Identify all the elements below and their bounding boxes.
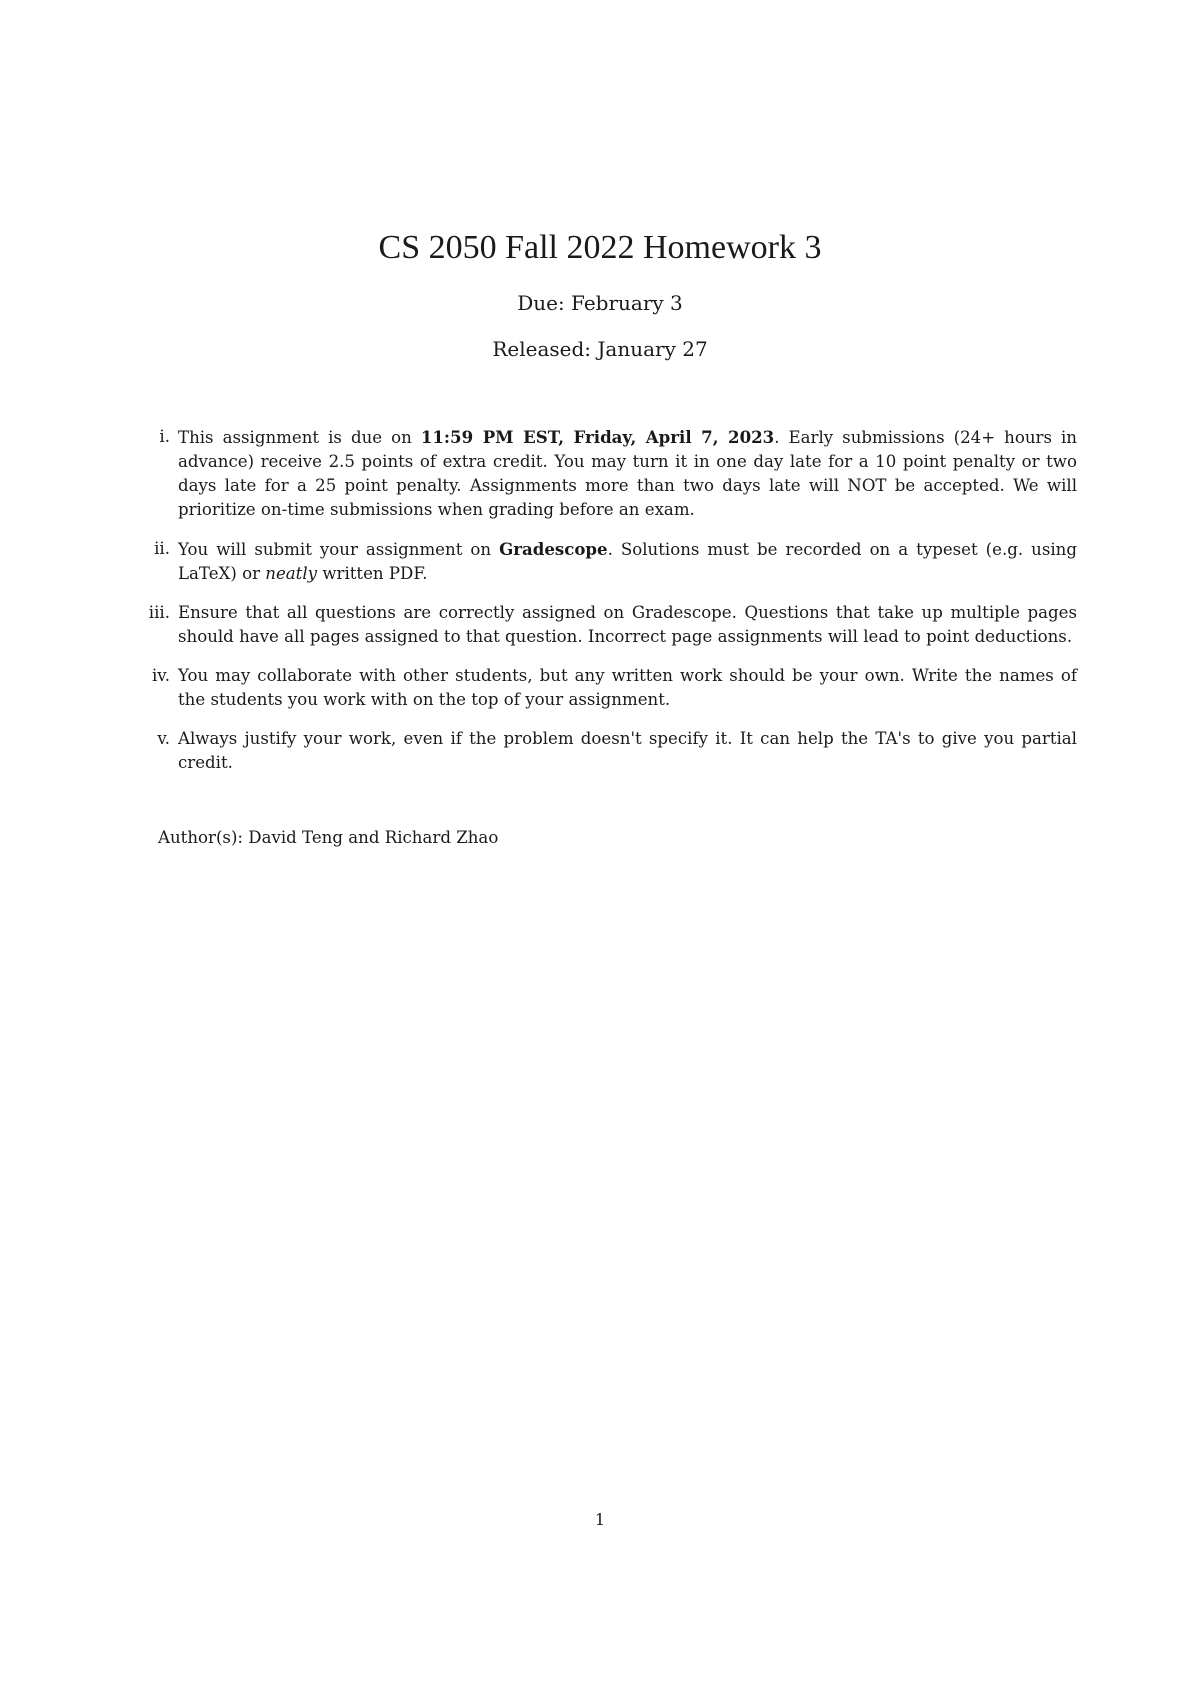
author-line: Author(s): David Teng and Richard Zhao: [158, 828, 499, 847]
instruction-fragment: . Early submissions (24+ hours in advance) receive 2.5 points of extra credit. You may turn it in one day late for a 10 point penalty or two days late for a 25 point penalty. Assignments more than two days late will NOT be accepted. We will prioritize on-time submissions when grading before an exam.: [178, 428, 1077, 519]
title-block: [0, 228, 1200, 362]
instruction-number: iv.: [152, 666, 170, 685]
instructions-list: [140, 425, 1077, 790]
instruction-emphasis: Gradescope: [499, 539, 608, 559]
page-number: 1: [594, 1510, 606, 1529]
instruction-item: [140, 601, 1077, 649]
instruction-item: [140, 727, 1077, 775]
page-title: CS 2050 Fall 2022 Homework 3: [378, 229, 822, 266]
instruction-fragment: You will submit your assignment on: [178, 540, 500, 559]
instruction-emphasis: 11:59 PM EST, Friday, April 7, 2023: [420, 427, 775, 447]
instruction-item: [140, 664, 1077, 712]
instruction-fragment: Always justify your work, even if the problem doesn't specify it. It can help the TA's to give you partial credit.: [178, 729, 1077, 772]
instruction-fragment: Ensure that all questions are correctly assigned on Gradescope. Questions that take up multiple pages should have all pages assigned to that question. Incorrect page assignments will lead to point deductions.: [178, 603, 1077, 646]
instruction-number: ii.: [154, 539, 170, 558]
instruction-text: [178, 666, 1077, 709]
instruction-fragment: written PDF.: [317, 564, 428, 583]
instruction-fragment: This assignment is due on: [178, 428, 421, 447]
instruction-text: [178, 428, 1077, 519]
instruction-fragment: . Solutions must be recorded on a typeset (e.g. using LaTeX) or: [178, 540, 1077, 583]
due-date: Due: February 3: [517, 291, 683, 315]
instruction-item: [140, 537, 1077, 586]
release-date: Released: January 27: [492, 337, 708, 361]
instruction-italic: neatly: [265, 564, 318, 583]
instruction-text: [178, 540, 1077, 583]
instruction-number: iii.: [148, 603, 170, 622]
instruction-item: [140, 425, 1077, 522]
instruction-text: [178, 603, 1077, 646]
instruction-number: v.: [157, 729, 170, 748]
instruction-number: i.: [159, 427, 170, 446]
instruction-fragment: You may collaborate with other students, but any written work should be your own. Write the names of the students you work with on the top of your assignment.: [178, 666, 1077, 709]
instruction-text: [178, 729, 1077, 772]
